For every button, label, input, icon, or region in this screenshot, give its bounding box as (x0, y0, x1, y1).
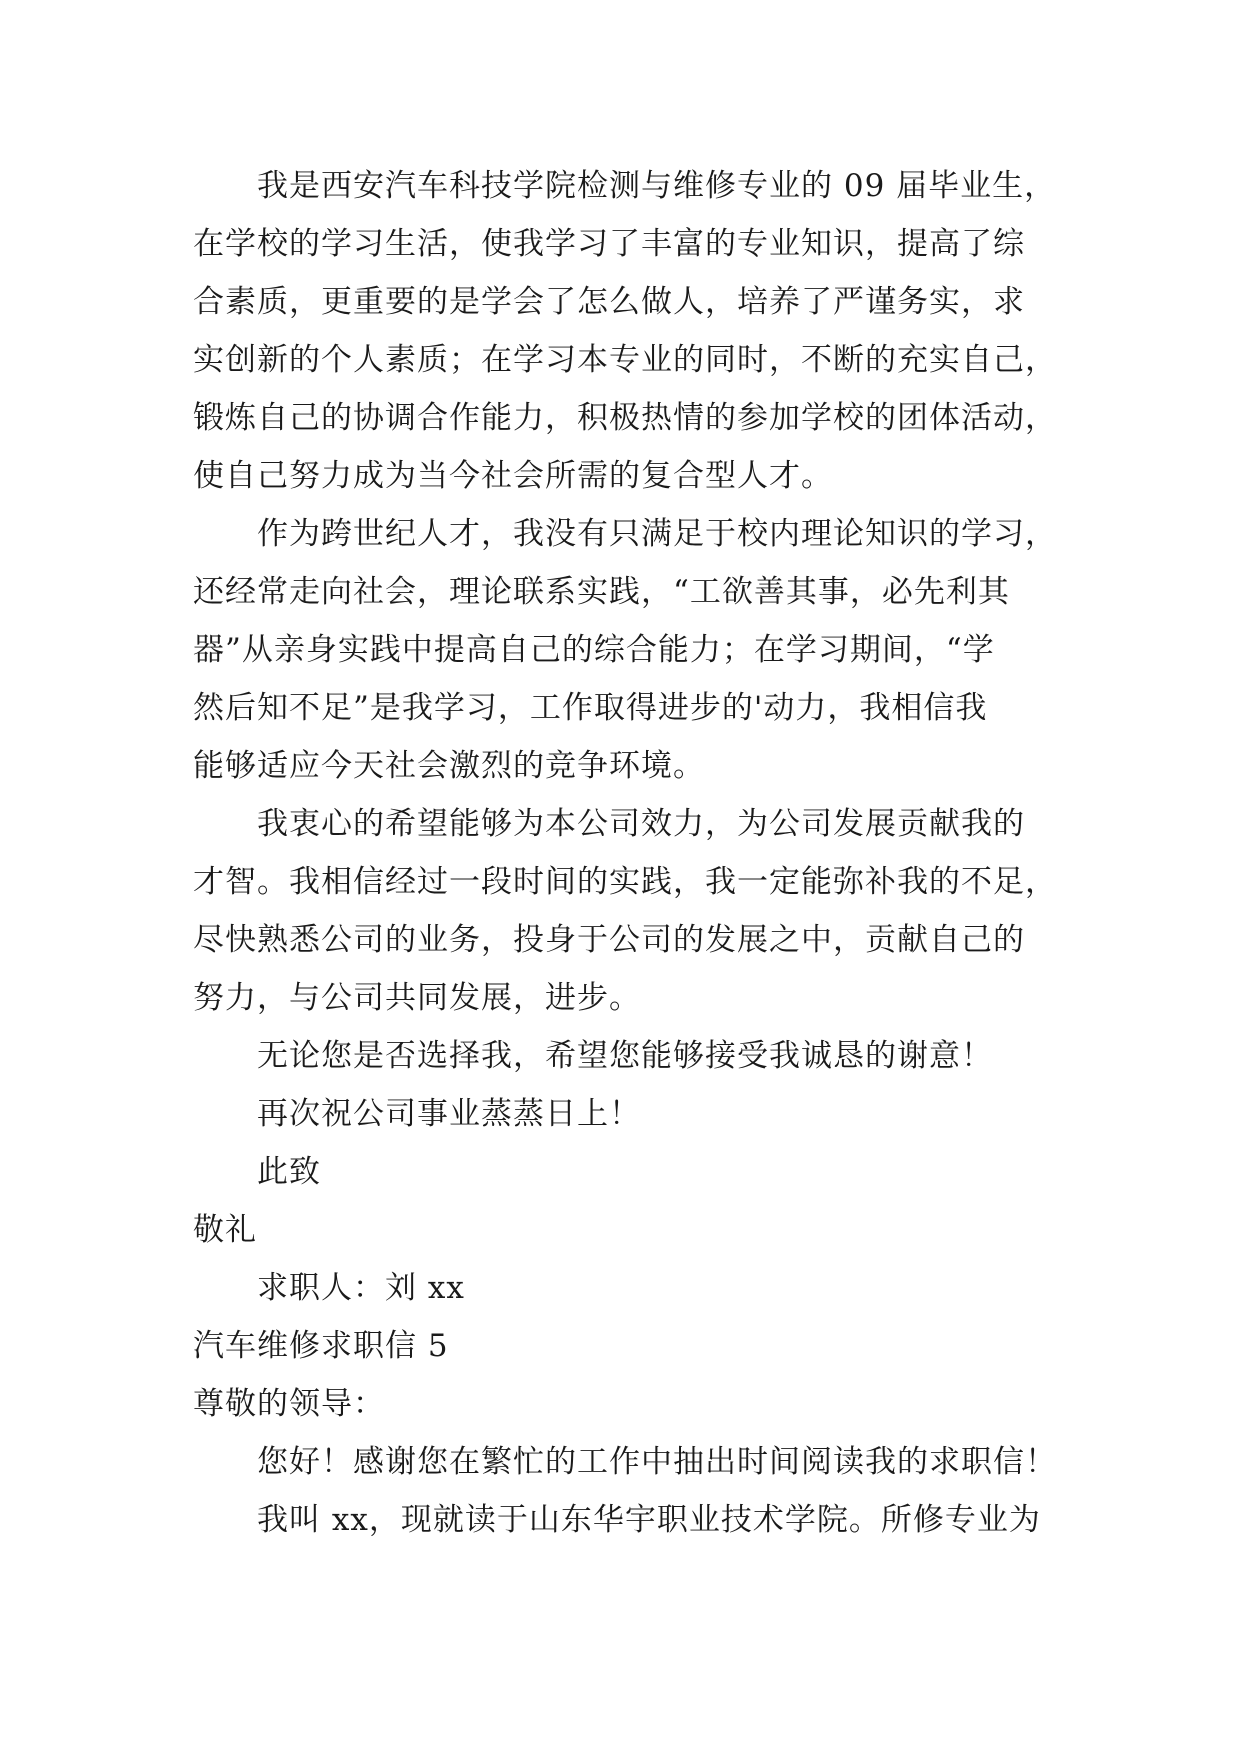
text-line: 我是西安汽车科技学院检测与维修专业的 09 届毕业生， (257, 168, 1057, 204)
text-line: 您好！感谢您在繁忙的工作中抽出时间阅读我的求职信！ (257, 1444, 1057, 1480)
text-line: 努力，与公司共同发展，进步。 (193, 980, 641, 1016)
text-line: 合素质，更重要的是学会了怎么做人，培养了严谨务实，求 (193, 284, 1025, 320)
text-line: 我叫 xx，现就读于山东华宇职业技术学院。所修专业为 (257, 1502, 1041, 1538)
text-line: 器”从亲身实践中提高自己的综合能力；在学习期间，“学 (193, 632, 995, 668)
closing-salutation: 此致 (257, 1154, 321, 1190)
text-line: 无论您是否选择我，希望您能够接受我诚恳的谢意！ (257, 1038, 993, 1074)
closing-respect: 敬礼 (193, 1212, 257, 1248)
text-line: 再次祝公司事业蒸蒸日上！ (257, 1096, 641, 1132)
text-line: 作为跨世纪人才，我没有只满足于校内理论知识的学习， (257, 516, 1057, 552)
text-line: 实创新的个人素质；在学习本专业的同时，不断的充实自己， (193, 342, 1057, 378)
text-line: 还经常走向社会，理论联系实践，“工欲善其事，必先利其 (193, 574, 1010, 610)
text-line: 使自己努力成为当今社会所需的复合型人才。 (193, 458, 833, 494)
text-line: 才智。我相信经过一段时间的实践，我一定能弥补我的不足， (193, 864, 1057, 900)
letter-greeting: 尊敬的领导： (193, 1386, 385, 1422)
text-line: 能够适应今天社会激烈的竞争环境。 (193, 748, 705, 784)
text-line: 我衷心的希望能够为本公司效力，为公司发展贡献我的 (257, 806, 1025, 842)
text-line: 在学校的学习生活，使我学习了丰富的专业知识，提高了综 (193, 226, 1025, 262)
text-line: 尽快熟悉公司的业务，投身于公司的发展之中，贡献自己的 (193, 922, 1025, 958)
text-line: 然后知不足”是我学习，工作取得进步的'动力，我相信我 (193, 690, 988, 726)
applicant-signature: 求职人：刘 xx (257, 1270, 465, 1306)
section-heading: 汽车维修求职信 5 (193, 1328, 449, 1364)
text-line: 锻炼自己的协调合作能力，积极热情的参加学校的团体活动， (193, 400, 1057, 436)
